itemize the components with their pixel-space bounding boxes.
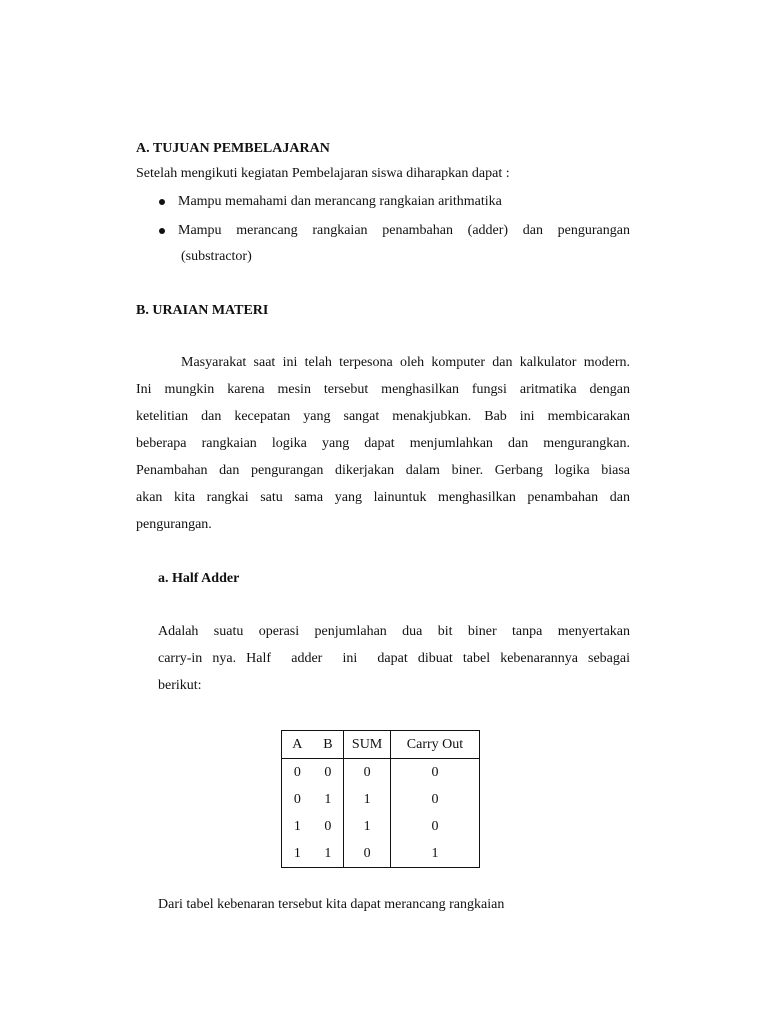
half-adder-truth-table: [281, 730, 480, 868]
paragraph-line: akan kita rangkai satu sama yang lainuntuk menghasilkan penambahan dan: [136, 490, 630, 505]
table-cell: 1: [313, 786, 344, 813]
paragraph-line: Penambahan dan pengurangan dikerjakan dalam biner. Gerbang logika biasa: [136, 463, 630, 478]
table-row: [282, 840, 480, 868]
section-a-intro: Setelah mengikuti kegiatan Pembelajaran siswa diharapkan dapat :: [136, 166, 510, 181]
table-cell: 0: [390, 813, 479, 840]
table-row: [282, 786, 480, 813]
table-cell: 1: [344, 813, 391, 840]
table-header-a: A: [282, 731, 313, 759]
paragraph-line: Masyarakat saat ini telah terpesona oleh komputer dan kalkulator modern.: [181, 355, 630, 370]
paragraph-line: pengurangan.: [136, 517, 212, 532]
table-row: [282, 813, 480, 840]
objective-item-2-continued: (substractor): [181, 249, 252, 264]
table-row: [282, 759, 480, 787]
table-header-b: B: [313, 731, 344, 759]
table-cell: 0: [313, 813, 344, 840]
half-adder-description-line: berikut:: [158, 678, 202, 693]
table-header-carry-out: Carry Out: [390, 731, 479, 759]
bullet-icon: [159, 199, 165, 205]
table-cell: 0: [282, 759, 313, 787]
half-adder-description-line: carry-in nya. Half adder ini dapat dibuat tabel kebenarannya sebagai: [158, 651, 630, 666]
table-cell: 0: [390, 786, 479, 813]
table-header-sum: SUM: [344, 731, 391, 759]
table-cell: 0: [313, 759, 344, 787]
paragraph-line: Ini mungkin karena mesin tersebut menghasilkan fungsi aritmatika dengan: [136, 382, 630, 397]
table-cell: 1: [390, 840, 479, 868]
table-cell: 1: [313, 840, 344, 868]
half-adder-heading: a. Half Adder: [158, 571, 240, 586]
paragraph-line: beberapa rangkaian logika yang dapat menjumlahkan dan mengurangkan.: [136, 436, 630, 451]
table-header-row: [282, 731, 480, 759]
half-adder-description-line: Adalah suatu operasi penjumlahan dua bit biner tanpa menyertakan: [158, 624, 630, 639]
table-cell: 1: [282, 813, 313, 840]
closing-sentence: Dari tabel kebenaran tersebut kita dapat merancang rangkaian: [158, 897, 505, 912]
objective-item-1: Mampu memahami dan merancang rangkaian arithmatika: [178, 194, 502, 209]
bullet-icon: [159, 228, 165, 234]
table-cell: 0: [344, 759, 391, 787]
table-cell: 1: [344, 786, 391, 813]
table-cell: 0: [390, 759, 479, 787]
table-cell: 0: [282, 786, 313, 813]
section-a-heading: A. TUJUAN PEMBELAJARAN: [136, 141, 330, 156]
table-cell: 1: [282, 840, 313, 868]
section-b-heading: B. URAIAN MATERI: [136, 303, 269, 318]
table-cell: 0: [344, 840, 391, 868]
objective-item-2: Mampu merancang rangkaian penambahan (adder) dan pengurangan: [178, 223, 630, 238]
paragraph-line: ketelitian dan kecepatan yang sangat menakjubkan. Bab ini membicarakan: [136, 409, 630, 424]
